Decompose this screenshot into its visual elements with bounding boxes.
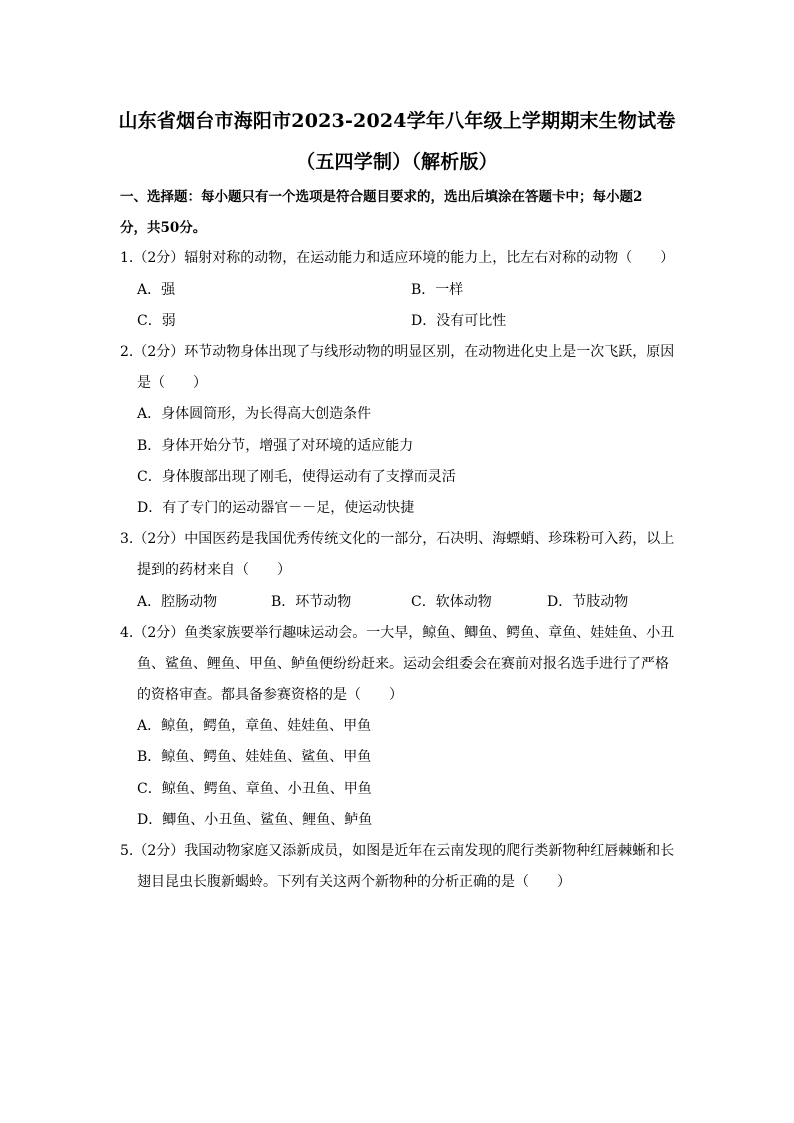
exam-title-line2: （五四学制）（解析版） <box>296 151 498 173</box>
question-2-option-b: B．身体开始分节，增强了对环境的适应能力 <box>137 438 414 454</box>
question-4-stem-line1: 4.（2分）鱼类家族要举行趣味运动会。一大早，鲸鱼、鲫鱼、鳄鱼、章鱼、娃娃鱼、小丑 <box>120 625 675 641</box>
question-4-option-c: C．鲸鱼、鳄鱼、章鱼、小丑鱼、甲鱼 <box>137 781 372 797</box>
question-4-option-d: D．鲫鱼、小丑鱼、鲨鱼、鲤鱼、鲈鱼 <box>137 812 373 828</box>
question-1-option-d: D．没有可比性 <box>411 313 507 329</box>
question-3-option-c: C．软体动物 <box>411 594 492 610</box>
section-instructions-line2: 分，共50分。 <box>120 220 207 236</box>
question-3-option-d: D．节肢动物 <box>547 594 629 610</box>
question-4-option-a: A．鲸鱼，鳄鱼，章鱼、娃娃鱼、甲鱼 <box>137 718 372 734</box>
question-3-stem-line1: 3.（2分）中国医药是我国优秀传统文化的一部分，石决明、海螵蛸、珍珠粉可入药，以上 <box>120 531 675 547</box>
section-instructions-line1: 一、选择题：每小题只有一个选项是符合题目要求的，选出后填涂在答题卡中；每小题2 <box>120 189 643 205</box>
question-2-option-d: D．有了专门的运动器官－－足，使运动快捷 <box>137 500 415 516</box>
question-2-stem-line1: 2.（2分）环节动物身体出现了与线形动物的明显区别，在动物进化史上是一次飞跃，原因 <box>120 344 675 360</box>
question-1-option-c: C．弱 <box>137 313 176 329</box>
question-5-stem-line2: 翅目昆虫长腹新蝎蛉。下列有关这两个新物种的分析正确的是（ ） <box>137 874 571 890</box>
question-3-stem-line2: 提到的药材来自（ ） <box>137 562 291 578</box>
question-2-option-a: A．身体圆筒形，为长得高大创造条件 <box>137 406 372 422</box>
question-1-option-a: A．强 <box>137 282 176 298</box>
exam-title-line1: 山东省烟台市海阳市2023-2024学年八年级上学期期末生物试卷 <box>118 110 676 132</box>
question-2-option-c: C．身体腹部出现了刚毛，使得运动有了支撑而灵活 <box>137 469 456 485</box>
question-4-stem-line3: 的资格审查。都具备参赛资格的是（ ） <box>137 687 403 703</box>
question-3-option-a: A．腔肠动物 <box>137 594 218 610</box>
question-1-stem: 1.（2分）辐射对称的动物，在运动能力和适应环境的能力上，比左右对称的动物（ ） <box>120 250 675 266</box>
question-4-option-b: B．鲸鱼、鳄鱼、娃娃鱼、鲨鱼、甲鱼 <box>137 749 372 765</box>
question-5-stem-line1: 5.（2分）我国动物家庭又添新成员，如图是近年在云南发现的爬行类新物种红唇棘蜥和长 <box>120 843 675 859</box>
question-1-option-b: B．一样 <box>411 282 464 298</box>
question-2-stem-line2: 是（ ） <box>137 375 207 391</box>
question-3-option-b: B．环节动物 <box>271 594 352 610</box>
question-4-stem-line2: 鱼、鲨鱼、鲤鱼、甲鱼、鲈鱼便纷纷赶来。运动会组委会在赛前对报名选手进行了严格 <box>137 656 669 672</box>
